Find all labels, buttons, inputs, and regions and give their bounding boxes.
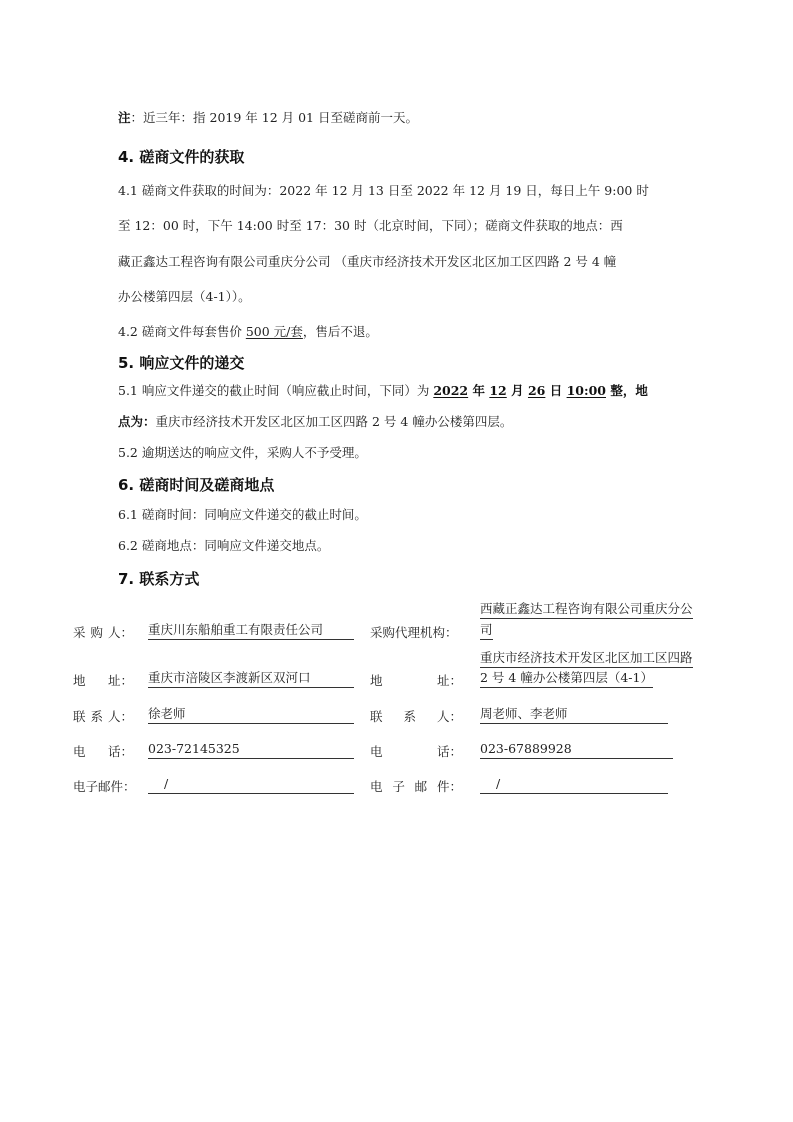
section-6-title: 6. 磋商时间及磋商地点 <box>118 476 275 494</box>
label-char: 地 <box>73 673 86 688</box>
label-char: 件： <box>436 779 462 794</box>
agency-value-line1: 西藏正鑫达工程咨询有限公司重庆分公 <box>480 601 693 619</box>
sec5-p1-line1 <box>118 383 648 399</box>
note-line <box>118 110 418 126</box>
buyer-contact-label <box>73 707 133 725</box>
label-char: 人： <box>436 709 462 724</box>
doc-price: 500 元/套 <box>245 324 303 339</box>
year-unit: 年 <box>468 383 490 398</box>
buyer-email-label: 电子邮件： <box>73 779 136 794</box>
label-char: 联 <box>370 709 383 724</box>
agency-address-line2: 2 号 4 幢办公楼第四层（4-1） <box>480 670 653 688</box>
label-char: 系 <box>90 709 103 724</box>
sec6-p1: 6.1 磋商时间：同响应文件递交的截止时间。 <box>118 507 367 522</box>
agency-address-line1: 重庆市经济技术开发区北区加工区四路 <box>480 650 693 668</box>
deadline-day: 26 <box>527 383 546 398</box>
agency-email-label <box>370 777 462 795</box>
section-4-title: 4. 磋商文件的获取 <box>118 148 245 166</box>
note-text: ：近三年：指 2019 年 12 月 01 日至磋商前一天。 <box>130 110 418 125</box>
label-char: 电 <box>73 744 86 759</box>
label-char: 址： <box>436 673 462 688</box>
sec6-p2: 6.2 磋商地点：同响应文件递交地点。 <box>118 538 330 553</box>
label-char: 购 <box>90 625 103 640</box>
agency-contact-value: 周老师、李老师 <box>480 706 668 724</box>
deadline-time: 10:00 <box>566 383 606 398</box>
sec4-p2 <box>118 324 378 340</box>
sec4-p1-line3: 藏正鑫达工程咨询有限公司重庆分公司 （重庆市经济技术开发区北区加工区四路 2 号 4 幢 <box>118 254 617 269</box>
sec4-p1-line1: 4.1 磋商文件获取的时间为：2022 年 12 月 13 日至 2022 年 12 月 19 日，每日上午 9:00 时 <box>118 183 649 198</box>
sec4-p1-line2: 至 12：00 时，下午 14:00 时至 17：30 时（北京时间，下同）；磋商文件获取的地点：西 <box>118 218 623 233</box>
sec5-p1-pre: 5.1 响应文件递交的截止时间（响应截止时间，下同）为 <box>118 383 434 398</box>
agency-label: 采购代理机构： <box>370 625 458 640</box>
agency-phone-value: 023-67889928 <box>480 741 673 759</box>
label-char: 地 <box>370 673 383 688</box>
deadline-year: 2022 <box>433 383 469 398</box>
month-unit: 月 <box>506 383 528 398</box>
buyer-contact-value: 徐老师 <box>148 706 354 724</box>
label-char: 采 <box>73 625 86 640</box>
sec5-p1-line2 <box>118 414 512 430</box>
agency-address-label <box>370 671 462 689</box>
agency-email-value: / <box>480 776 668 794</box>
sec5-p2: 5.2 逾期送达的响应文件，采购人不予受理。 <box>118 445 367 460</box>
deadline-month: 12 <box>489 383 507 398</box>
label-char: 址： <box>107 673 133 688</box>
agency-phone-label <box>370 742 462 760</box>
sec4-p2-pre: 4.2 磋商文件每套售价 <box>118 324 246 339</box>
sec5-place-text: 重庆市经济技术开发区北区加工区四路 2 号 4 幢办公楼第四层。 <box>155 414 513 429</box>
buyer-value: 重庆川东船舶重工有限责任公司 <box>148 622 354 640</box>
label-char: 联 <box>73 709 86 724</box>
label-char: 话： <box>107 744 133 759</box>
section-7-title: 7. 联系方式 <box>118 570 200 588</box>
label-char: 人： <box>107 709 133 724</box>
label-char: 电 <box>370 744 383 759</box>
sec5-place-label: 点为： <box>118 414 156 429</box>
sec4-p1-line4: 办公楼第四层（4-1））。 <box>118 289 251 304</box>
time-unit: 整，地 <box>606 383 648 398</box>
buyer-label <box>73 623 133 641</box>
buyer-phone-label <box>73 742 133 760</box>
buyer-phone-value: 023-72145325 <box>148 741 354 759</box>
agency-value-line2: 司 <box>480 622 493 640</box>
label-char: 邮 <box>414 779 428 794</box>
note-label: 注 <box>118 110 131 125</box>
section-5-title: 5. 响应文件的递交 <box>118 354 245 372</box>
agency-contact-label <box>370 707 462 725</box>
label-char: 话： <box>436 744 462 759</box>
buyer-address-label <box>73 671 133 689</box>
label-char: 电 <box>370 779 383 794</box>
label-char: 人： <box>107 625 133 640</box>
label-char: 系 <box>403 709 416 724</box>
label-char: 子 <box>392 779 405 794</box>
day-unit: 日 <box>545 383 567 398</box>
buyer-address-value: 重庆市涪陵区李渡新区双河口 <box>148 670 354 688</box>
buyer-email-value: / <box>148 776 354 794</box>
sec4-p2-post: ，售后不退。 <box>302 324 378 339</box>
